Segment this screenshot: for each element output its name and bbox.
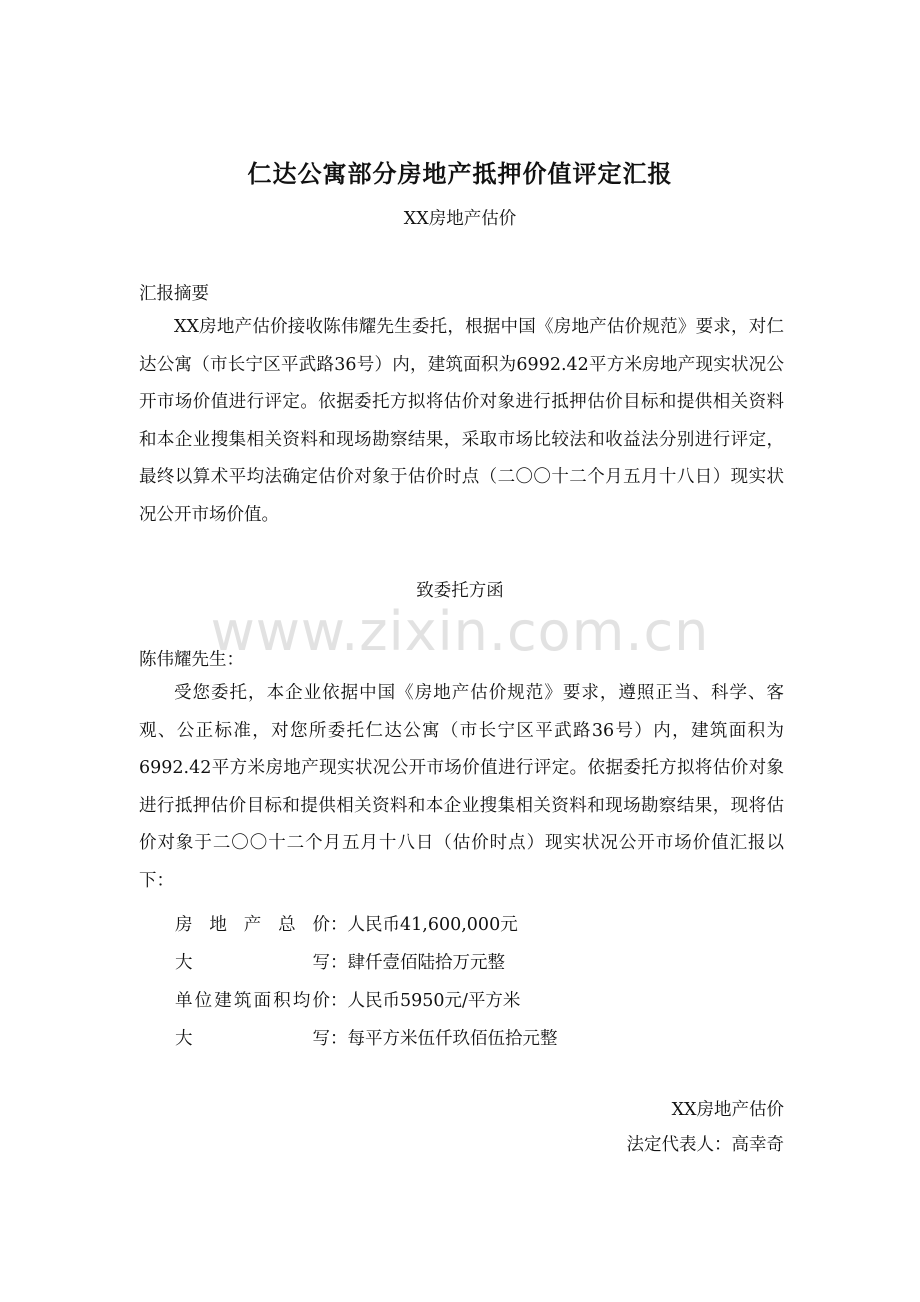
unit-price-label: 单位建筑面积均价	[175, 991, 330, 1011]
signature-representative: 法定代表人：高幸奇	[626, 1135, 784, 1155]
total-price-value: 人民币41,600,000元	[347, 915, 518, 935]
letter-paragraph: 受您委托，本企业依据中国《房地产估价规范》要求，遵照正当、科学、客观、公正标准，对您所委托仁达公寓（市长宁区平武路36号）内，建筑面积为6992.42平方米房地产现实状况公开市场价值进行评定。依据委托方拟将估价对象进行抵押估价目标和提供相关资料和本企业搜集相关资料和现场勘察结果，现将估价对象于二〇〇十二个月五月十八日（估价时点）现实状况公开市场价值汇报以下：	[139, 683, 784, 891]
salutation: 陈伟耀先生：	[139, 650, 244, 670]
total-price-words-label: 大 写	[175, 953, 330, 973]
unit-price-words-row	[175, 1025, 558, 1050]
summary-heading: 汇报摘要	[139, 284, 209, 304]
unit-price-row	[175, 987, 520, 1012]
document-title: 仁达公寓部分房地产抵押价值评定汇报	[247, 160, 673, 188]
total-price-label: 房 地 产 总 价	[175, 915, 330, 935]
total-price-words-row	[175, 949, 505, 974]
unit-price-value: 人民币5950元/平方米	[347, 991, 521, 1011]
colon: ：	[330, 991, 348, 1011]
watermark: www.zixin.com.cn	[210, 600, 710, 663]
letter-heading: 致委托方函	[416, 581, 504, 601]
colon: ：	[330, 1029, 348, 1049]
colon: ：	[330, 915, 348, 935]
colon: ：	[330, 953, 348, 973]
document-subtitle: XX房地产估价	[403, 209, 517, 229]
signature-company: XX房地产估价	[671, 1100, 784, 1120]
unit-price-words-label: 大 写	[175, 1029, 330, 1049]
summary-paragraph: XX房地产估价接收陈伟耀先生委托，根据中国《房地产估价规范》要求，对仁达公寓（市长宁区平武路36号）内，建筑面积为6992.42平方米房地产现实状况公开市场价值进行评定。依据委托方拟将估价对象进行抵押估价目标和提供相关资料和本企业搜集相关资料和现场勘察结果，采取市场比较法和收益法分别进行评定，最终以算术平均法确定估价对象于估价时点（二〇〇十二个月五月十八日）现实状况公开市场价值。	[139, 317, 784, 525]
total-price-row	[175, 911, 518, 936]
unit-price-words-value: 每平方米伍仟玖佰伍拾元整	[347, 1029, 558, 1049]
total-price-words-value: 肆仟壹佰陆拾万元整	[347, 953, 505, 973]
